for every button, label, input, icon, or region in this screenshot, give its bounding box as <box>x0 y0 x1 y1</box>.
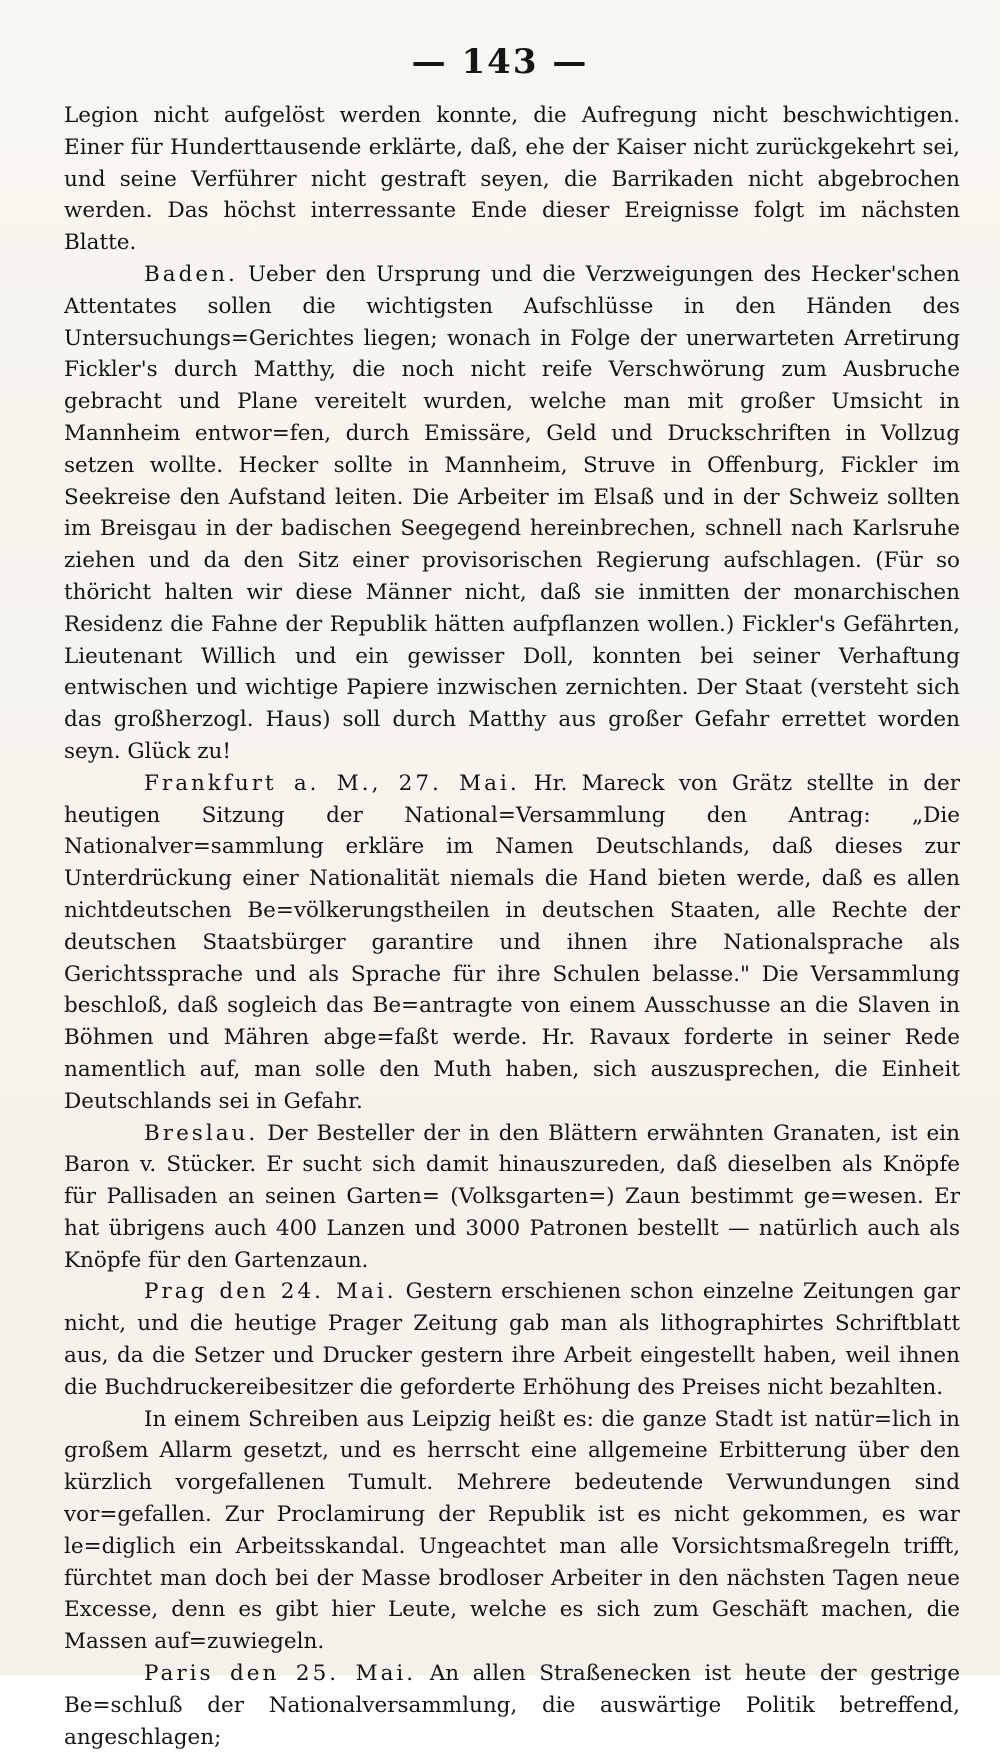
paragraph-paris <box>64 1658 960 1753</box>
paragraph-text: Gestern erschienen schon einzelne Zeitungen gar nicht, und die heutige Prager Zeitung gab man als lithographirtes Schriftblatt aus, da die Setzer und Drucker gestern ihre Arbeit eingestellt haben, weil ihnen die Buchdruckereibesitzer die geforderte Erhöhung des Preises nicht bezahlten. <box>64 1279 960 1400</box>
paragraph-leipzig <box>64 1404 960 1658</box>
place-heading-frankfurt: Frankfurt a. M., 27. Mai. <box>144 770 520 796</box>
paragraph-text: Legion nicht aufgelöst werden konnte, die Aufregung nicht beschwichtigen. Einer für Hunderttausende erklärte, daß, ehe der Kaiser nicht zurückgekehrt sei, und seine Verführer nicht gestraft seyen, die Barrikaden nicht abgebrochen werden. Das höchst interressante Ende dieser Ereignisse folgt im nächsten Blatte. <box>64 103 960 256</box>
paragraph-vienna-continued <box>64 100 960 259</box>
paragraph-frankfurt <box>64 768 960 1118</box>
paragraph-text: Ueber den Ursprung und die Verzweigungen des Hecker'schen Attentates sollen die wichtigsten Aufschlüsse in den Händen des Untersuchungs=Gerichtes liegen; wonach in Folge der unerwarteten Arretirung Fickler's durch Matthy, die noch nicht reife Verschwörung zum Ausbruche gebracht und Plane vereitelt wurden, welche man mit großer Umsicht in Mannheim entwor=fen, durch Emissäre, Geld und Druckschriften in Vollzug setzen wollte. Hecker sollte in Mannheim, Struve in Offenburg, Fickler im Seekreise den Aufstand leiten. Die Arbeiter im Elsaß und in der Schweiz sollten im Breisgau in der badischen Seegegend hereinbrechen, schnell nach Karlsruhe ziehen und da den Sitz einer provisorischen Regierung aufschlagen. (Für so thöricht halten wir diese Männer nicht, daß sie inmitten der monarchischen Residenz die Fahne der Republik hätten aufpflanzen wollen.) Fickler's Gefährten, Lieutenant Willich und ein gewisser Doll, konnten bei seiner Verhaftung entwischen und wichtige Papiere inzwischen zernichten. Der Staat (versteht sich das großherzogl. Haus) soll durch Matthy aus großer Gefahr errettet worden seyn. Glück zu! <box>64 261 960 764</box>
paragraph-text: An allen Straßenecken ist heute der gestrige Be=schluß der Nationalversammlung, die auswärtige Politik betreffend, angeschlagen; <box>64 1661 960 1750</box>
place-heading-prague: Prag den 24. Mai. <box>144 1279 397 1305</box>
paragraph-breslau <box>64 1118 960 1277</box>
place-heading-baden: Baden. <box>144 261 238 287</box>
page-number: — 143 — <box>411 42 589 82</box>
paragraph-text: Der Besteller der in den Blättern erwähnten Granaten, ist ein Baron v. Stücker. Er sucht sich damit hinauszureden, daß dieselben als Knöpfe für Pallisaden an seinen Garten= (Volksgarten=) Zaun bestimmt ge=wesen. Er hat übrigens auch 400 Lanzen und 3000 Patronen bestellt — natürlich auch als Knöpfe für den Gartenzaun. <box>64 1120 960 1273</box>
paragraph-prague <box>64 1276 960 1403</box>
place-heading-paris: Paris den 25. Mai. <box>144 1661 417 1687</box>
article-body <box>64 100 960 1750</box>
paragraph-baden <box>64 259 960 768</box>
place-heading-breslau: Breslau. <box>144 1120 259 1146</box>
paragraph-text: In einem Schreiben aus Leipzig heißt es: die ganze Stadt ist natür=lich in großem Allarm gesetzt, und es herrscht eine allgemeine Erbitterung über den kürzlich vorgefallenen Tumult. Mehrere bedeutende Verwundungen sind vor=gefallen. Zur Proclamirung der Republik ist es nicht gekommen, es war le=diglich ein Arbeitsskandal. Ungeachtet man alle Vorsichtsmaßregeln trifft, fürchtet man doch bei der Masse brodloser Arbeiter in den nächsten Tagen neue Excesse, denn es gibt hier Leute, welche es sich zum Geschäft machen, die Massen auf=zuwiegeln. <box>64 1406 960 1655</box>
paragraph-text: Hr. Mareck von Grätz stellte in der heutigen Sitzung der National=Versammlung den Antrag: „Die Nationalver=sammlung erkläre im Namen Deutschlands, daß dieses zur Unterdrückung einer Nationalität niemals die Hand bieten werde, daß es allen nichtdeutschen Be=völkerungstheilen in deutschen Staaten, alle Rechte der deutschen Staatsbürger garantire und ihnen ihre Nationalsprache als Gerichtssprache und als Sprache für ihre Schulen belasse." Die Versammlung beschloß, daß sogleich das Be=antragte von einem Ausschusse an die Slaven in Böhmen und Mähren abge=faßt werde. Hr. Ravaux forderte in seiner Rede namentlich auf, man solle den Muth haben, sich auszusprechen, die Einheit Deutschlands sei in Gefahr. <box>64 770 960 1114</box>
